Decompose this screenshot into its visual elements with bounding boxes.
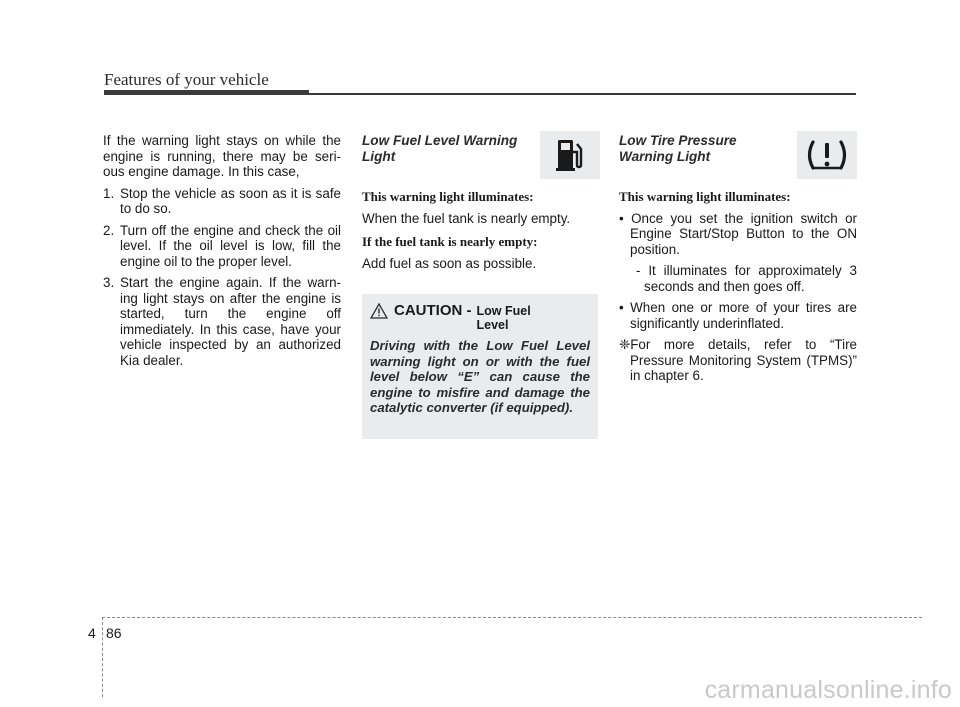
footer-divider [102, 617, 103, 697]
tire-illuminates-label: This warning light illuminates: [619, 189, 791, 204]
illuminates-label: This warning light illuminates: [362, 189, 534, 204]
tire-pressure-icon [797, 131, 857, 179]
watermark: carmanualsonline.info [704, 676, 952, 704]
reference-note [619, 337, 857, 384]
warning-triangle-icon [370, 303, 388, 319]
list-item: • Once you set the ignition switch or Engine Start/Stop Button to the ON position. - It illuminates for approximately 3 seconds and then goes off. [619, 210, 857, 294]
step-number: 3. [103, 275, 115, 290]
section-header-low-fuel [362, 133, 600, 183]
step-number: 1. [103, 185, 115, 201]
bullet-text: Once you set the ignition switch or Engine Start/Stop Button to the ON position. [630, 210, 857, 257]
note-text: For more details, refer to “Tire Pressure Monitoring System (TPMS)” in chapter 6. [630, 337, 857, 383]
header-rule-thick [104, 90, 309, 95]
bullet-text: When one or more of your tires are significantly underinflated. [630, 300, 857, 331]
step-text: Start the engine again. If the warn-ing light stays on after the engine is started, turn the engine off immediately. In this case, have your vehicle inspected by an authorized Kia dealer. [120, 275, 341, 368]
footer-rule [102, 617, 922, 618]
fuel-pump-icon [540, 131, 600, 179]
section-header-tire-pressure [619, 133, 857, 183]
illuminates-text: When the fuel tank is nearly empty. [362, 210, 571, 226]
header-rule-thin [309, 93, 856, 95]
page-number: 86 [106, 625, 122, 641]
step-text: Turn off the engine and check the oil level. If the oil level is low, fill the engine oil to the proper level. [120, 222, 341, 269]
step-text: Stop the vehicle as soon as it is safe to do so. [120, 185, 341, 216]
tire-conditions-list [619, 211, 857, 332]
steps-list [103, 186, 341, 369]
empty-text: Add fuel as soon as possible. [362, 255, 537, 271]
list-item [103, 223, 341, 270]
intro-text: If the warning light stays on while the engine is running, there may be seri-ous engine damage. In this case, [103, 133, 341, 179]
column-tire-pressure [619, 133, 857, 384]
note-symbol-icon: ❈ [619, 337, 631, 352]
caution-box [362, 294, 598, 439]
section-title-tire-pressure: Low Tire Pressure Warning Light [619, 133, 737, 164]
step-number: 2. [103, 222, 115, 238]
list-item [103, 275, 341, 368]
page-header-title: Features of your vehicle [104, 70, 269, 89]
caution-body: Driving with the Low Fuel Level warning light on or with the fuel level below “E” can cause the engine to misfire and damage the catalytic converter (if equipped). [370, 338, 590, 415]
empty-label: If the fuel tank is nearly empty: [362, 234, 538, 249]
caution-word: CAUTION - [394, 302, 472, 319]
chapter-number: 4 [88, 625, 96, 641]
sub-item: - It illuminates for approximately 3 seconds and then goes off. [636, 263, 857, 294]
list-item [103, 186, 341, 217]
caution-header [370, 302, 590, 332]
caution-subject: Low Fuel Level [476, 304, 531, 332]
column-low-fuel [362, 133, 600, 279]
section-title-low-fuel: Low Fuel Level Warning Light [362, 133, 518, 164]
list-item: • When one or more of your tires are significantly underinflated. [619, 300, 857, 331]
column-oil-warning [103, 133, 341, 374]
